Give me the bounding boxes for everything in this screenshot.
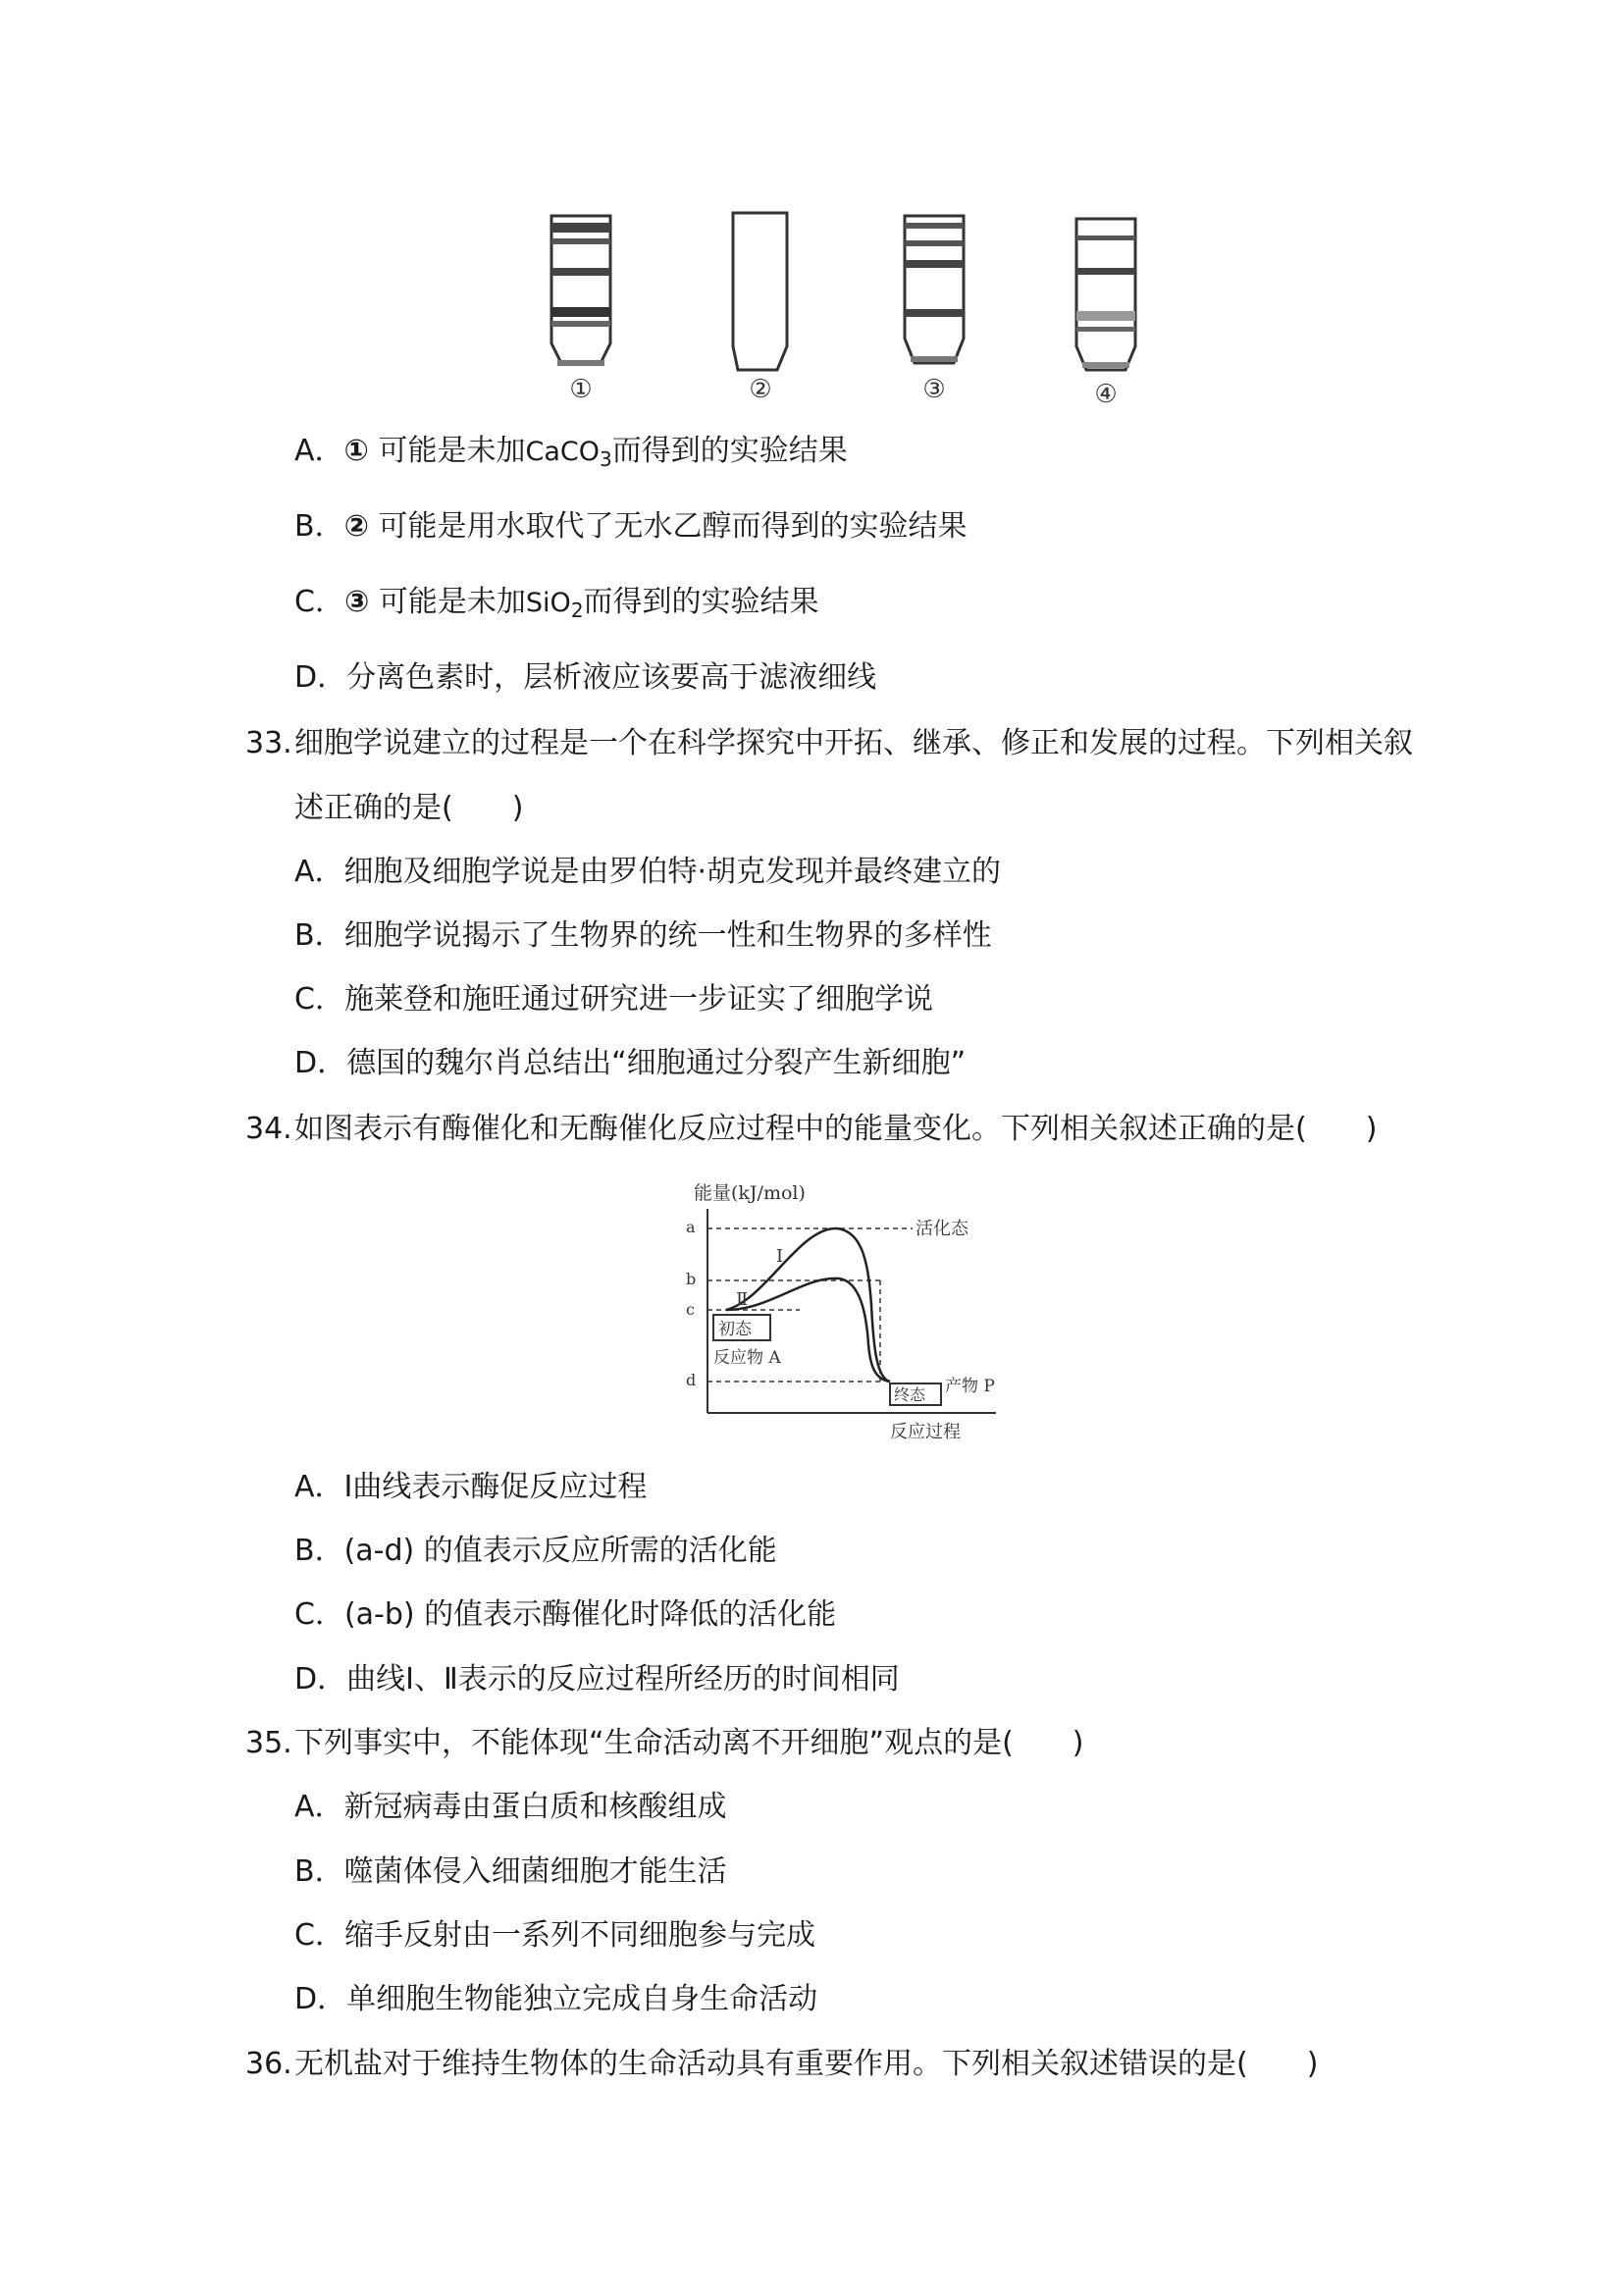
q32-option-a: A．① 可能是未加CaCO$_3$而得到的实验结果 [294, 434, 848, 471]
q34-option-b: B．(a-d) 的值表示反应所需的活化能 [294, 1534, 777, 1568]
q33-stem-line2: 述正确的是( ) [294, 791, 524, 825]
tube-2 [733, 213, 787, 370]
q33-number: 33. [245, 726, 292, 760]
reactant-label: 反应物 A [713, 1348, 781, 1368]
q35-option-d: D．单细胞生物能独立完成自身生命活动 [294, 1982, 818, 2016]
q34-option-c: C．(a-b) 的值表示酶催化时降低的活化能 [294, 1597, 837, 1632]
chem-formula: SiO$_2$ [525, 588, 584, 622]
q33-option-b: B．细胞学说揭示了生物界的统一性和生物界的多样性 [294, 918, 992, 953]
energy-diagram [672, 1177, 1011, 1447]
y-axis-label: 能量(kJ/mol) [694, 1182, 806, 1204]
activated-state-label: 活化态 [916, 1219, 969, 1239]
initial-state-label: 初态 [718, 1320, 752, 1339]
x-axis-label: 反应过程 [890, 1422, 961, 1442]
q35-number: 35. [245, 1726, 292, 1760]
q32-option-c: C．③ 可能是未加SiO$_2$而得到的实验结果 [294, 585, 819, 622]
q34-number: 34. [245, 1112, 292, 1146]
tube-label-1: ① [569, 375, 593, 404]
q35-option-b: B．噬菌体侵入细菌细胞才能生活 [294, 1854, 727, 1889]
tube-3 [905, 216, 964, 363]
product-label: 产物 P [945, 1377, 995, 1396]
circled-number: ② [343, 509, 369, 544]
level-d: d [686, 1371, 697, 1389]
q33-option-d: D．德国的魏尔肖总结出“细胞通过分裂产生新细胞” [294, 1046, 967, 1080]
chromatography-tubes-figure [530, 201, 1158, 412]
q32-option-b: B．② 可能是用水取代了无水乙醇而得到的实验结果 [294, 509, 968, 544]
q35-option-c: C．缩手反射由一系列不同细胞参与完成 [294, 1918, 815, 1953]
q32-option-d: D．分离色素时，层析液应该要高于滤液细线 [294, 660, 877, 695]
tube-4 [1076, 219, 1135, 370]
q35-stem: 下列事实中，不能体现“生命活动离不开细胞”观点的是( ) [294, 1726, 1084, 1760]
final-state-label: 终态 [894, 1385, 926, 1404]
curve-label-I: Ⅰ [776, 1246, 784, 1267]
level-a: a [686, 1218, 696, 1236]
level-b: b [686, 1270, 697, 1288]
q36-number: 36. [245, 2047, 292, 2081]
curve-label-II: Ⅱ [736, 1289, 749, 1310]
tube-1 [551, 216, 610, 366]
circled-number: ① [343, 434, 369, 468]
q33-stem-line1: 细胞学说建立的过程是一个在科学探究中开拓、继承、修正和发展的过程。下列相关叙 [294, 726, 1413, 760]
chem-formula: CaCO$_3$ [525, 437, 612, 471]
q36-stem: 无机盐对于维持生物体的生命活动具有重要作用。下列相关叙述错误的是( ) [294, 2047, 1319, 2081]
q33-option-a: A．细胞及细胞学说是由罗伯特·胡克发现并最终建立的 [294, 855, 1002, 889]
q34-stem: 如图表示有酶催化和无酶催化反应过程中的能量变化。下列相关叙述正确的是( ) [294, 1112, 1378, 1146]
q34-option-a: A．Ⅰ曲线表示酶促反应过程 [294, 1470, 648, 1504]
level-c: c [686, 1300, 695, 1319]
q35-option-a: A．新冠病毒由蛋白质和核酸组成 [294, 1790, 727, 1824]
q33-option-c: C．施莱登和施旺通过研究进一步证实了细胞学说 [294, 982, 933, 1017]
tube-label-2: ② [749, 375, 772, 404]
circled-number: ③ [343, 585, 370, 619]
q34-option-d: D．曲线Ⅰ、Ⅱ表示的反应过程所经历的时间相同 [294, 1662, 900, 1696]
tube-label-3: ③ [922, 375, 946, 404]
tube-label-4: ④ [1094, 380, 1118, 409]
